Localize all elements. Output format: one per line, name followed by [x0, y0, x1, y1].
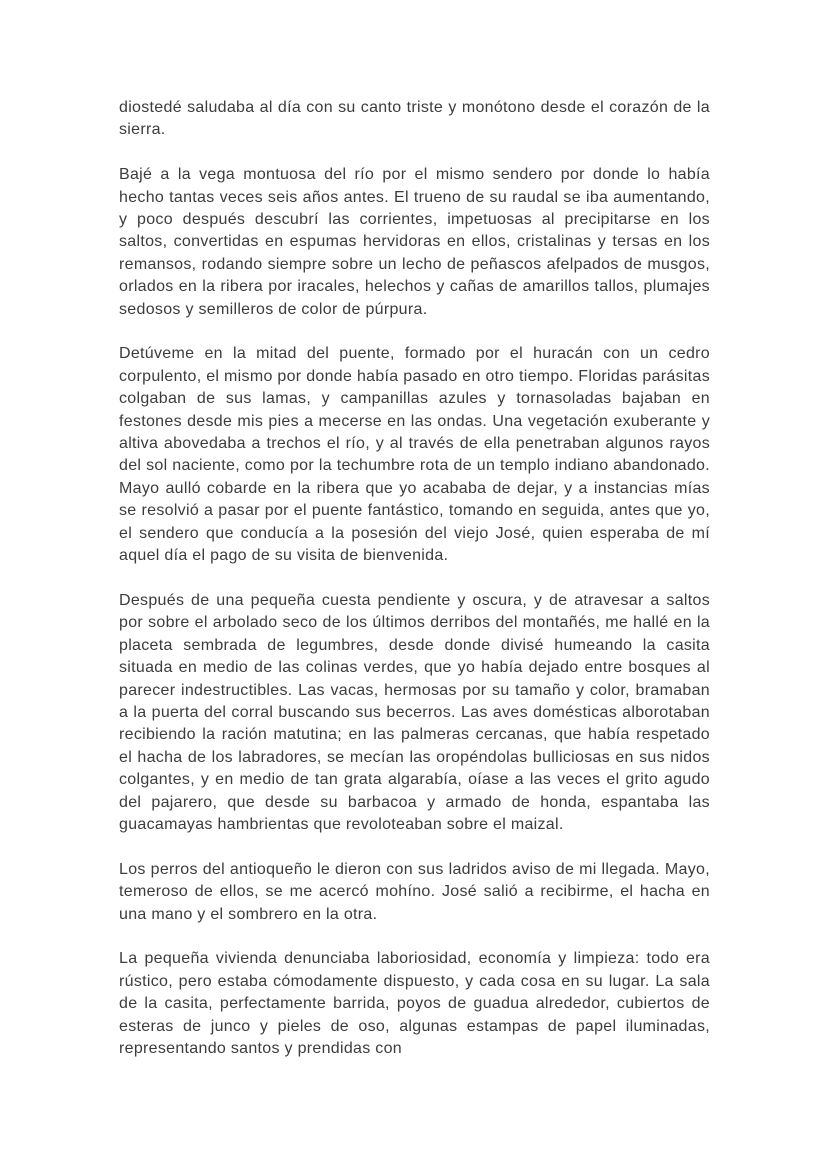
paragraph: La pequeña vivienda denunciaba laboriosidad, economía y limpieza: todo era rústico, pero estaba cómodamente dispuesto, y cada cosa en su lugar. La sala de la casita, perfectamente barrida, poyos de guadua alrededor, cubiertos de esteras de junco y pieles de oso, algunas estampas de papel iluminadas, representando santos y prendidas con — [119, 950, 710, 1057]
paragraph: diostedé saludaba al día con su canto triste y monótono desde el corazón de la sierra. — [119, 99, 710, 139]
paragraph: Los perros del antioqueño le dieron con sus ladridos aviso de mi llegada. Mayo, temeroso de ellos, se me acercó mohíno. José salió a recibirme, el hacha en una mano y el sombrero en la otra. — [119, 860, 710, 923]
paragraph: Detúveme en la mitad del puente, formado por el huracán con un cedro corpulento, el mismo por donde había pasado en otro tiempo. Floridas parásitas colgaban de sus lamas, y campanillas azules y tornasoladas bajaban en festones desde mis pies a mecerse en las ondas. Una vegetación exuberante y altiva abovedaba a trechos el río, y al través de ella penetraban algunos rayos del sol naciente, como por la techumbre rota de un templo indiano abandonado. Mayo aulló cobarde en la ribera que yo acababa de dejar, y a instancias mías se resolvió a pasar por el puente fantástico, tomando en seguida, antes que yo, el sendero que conducía a la posesión del viejo José, quien esperaba de mí aquel día el pago de su visita de bienvenida. — [119, 345, 710, 565]
paragraph: Bajé a la vega montuosa del río por el mismo sendero por donde lo había hecho tantas veces seis años antes. El trueno de su raudal se iba aumentando, y poco después descubrí las corrientes, impetuosas al precipitarse en los saltos, convertidas en espumas hervidoras en ellos, cristalinas y tersas en los remansos, rodando siempre sobre un lecho de peñascos afelpados de musgos, orlados en la ribera por iracales, helechos y cañas de amarillos tallos, plumajes sedosos y semilleros de color de púrpura. — [119, 166, 710, 318]
paragraph: Después de una pequeña cuesta pendiente y oscura, y de atravesar a saltos por sobre el arbolado seco de los últimos derribos del montañés, me hallé en la placeta sembrada de legumbres, desde donde divisé humeando la casita situada en medio de las colinas verdes, que yo había dejado entre bosques al parecer indestructibles. Las vacas, hermosas por su tamaño y color, bramaban a la puerta del corral buscando sus becerros. Las aves domésticas alborotaban recibiendo la ración matutina; en las palmeras cercanas, que había respetado el hacha de los labradores, se mecían las oropéndolas bulliciosas en sus nidos colgantes, y en medio de tan grata algarabía, oíase a las veces el grito agudo del pajarero, que desde su barbacoa y armado de honda, espantaba las guacamayas hambrientas que revoloteaban sobre el maizal. — [119, 591, 710, 833]
page-text-block — [119, 97, 710, 1060]
